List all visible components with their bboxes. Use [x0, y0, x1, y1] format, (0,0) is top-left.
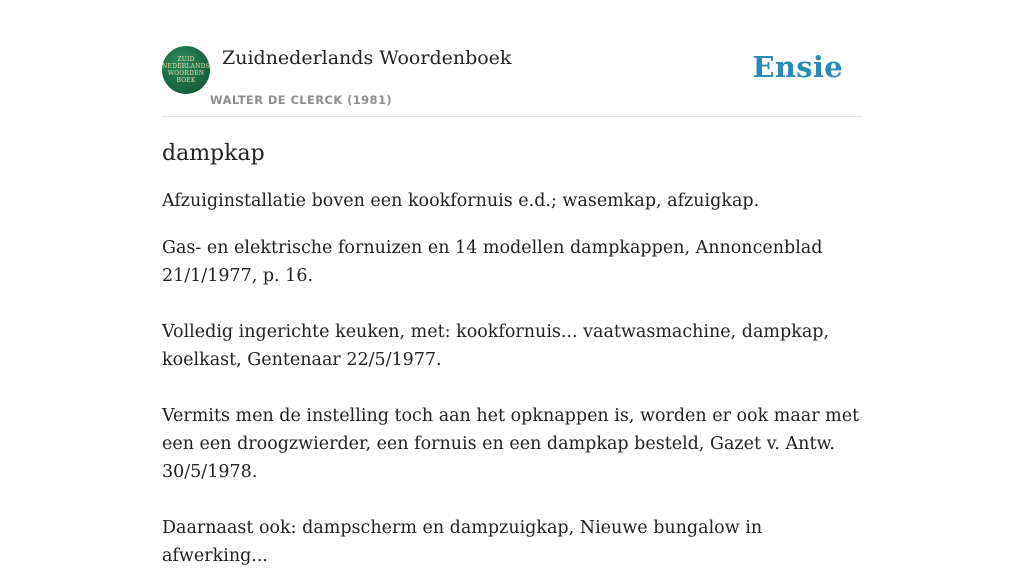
dictionary-title[interactable]: Zuidnederlands Woordenboek	[222, 47, 512, 69]
dictionary-author: WALTER DE CLERCK (1981)	[210, 93, 393, 107]
logo-text-line: NEDERLANDS	[162, 63, 210, 70]
ensie-logo[interactable]: Ensie	[752, 50, 843, 84]
entry-quote: Gas- en elektrische fornuizen en 14 modellen dampkappen, Annoncenblad 21/1/1977, p. 16.	[162, 238, 823, 286]
logo-text-line: WOORDEN	[167, 70, 205, 77]
entry-quote: Volledig ingerichte keuken, met: kookfornuis... vaatwasmachine, dampkap, koelkast, Gentenaar 22/5/1977.	[162, 322, 830, 370]
logo-text-line: BOEK	[176, 77, 196, 84]
entry-quote: Daarnaast ook: dampscherm en dampzuigkap, Nieuwe bungalow in afwerking...	[162, 518, 763, 566]
entry-content	[162, 138, 862, 570]
entry-term: dampkap	[162, 141, 265, 166]
dictionary-logo[interactable]	[162, 46, 210, 94]
dictionary-header	[162, 46, 862, 117]
logo-text-line: ZUID	[177, 56, 195, 63]
entry-definition: Afzuiginstallatie boven een kookfornuis e.d.; wasemkap, afzuigkap.	[162, 191, 760, 211]
entry-quote: Vermits men de instelling toch aan het opknappen is, worden er ook maar met een een droogzwierder, een fornuis en een dampkap besteld, Gazet v. Antw. 30/5/1978.	[162, 406, 860, 482]
